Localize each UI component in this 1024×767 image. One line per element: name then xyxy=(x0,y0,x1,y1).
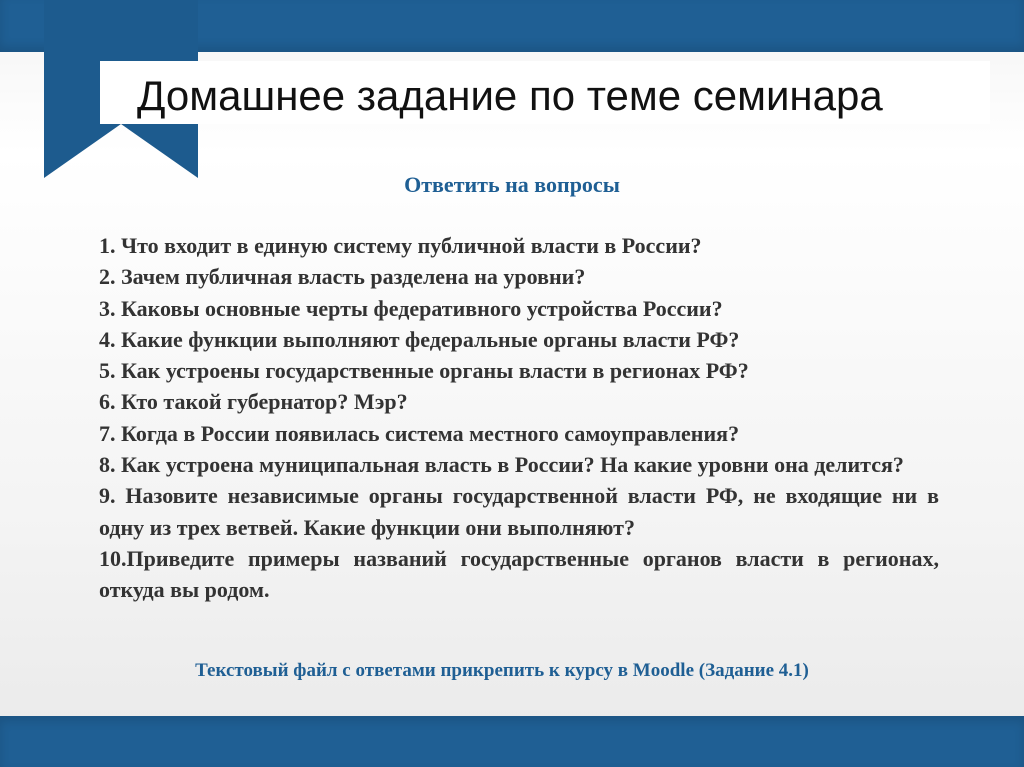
question-item: 8. Как устроена муниципальная власть в России? На какие уровни она делится? xyxy=(99,452,904,478)
slide-subtitle: Ответить на вопросы xyxy=(404,172,620,197)
question-item: 4. Какие функции выполняют федеральные органы власти РФ? xyxy=(99,326,740,352)
question-item: 6. Кто такой губернатор? Мэр? xyxy=(99,389,408,415)
question-item: 9. Назовите независимые органы государственной власти РФ, не входящие ни в одну из трех ветвей. Какие функции они выполняют? xyxy=(99,483,939,540)
question-item: 7. Когда в России появилась система местного самоуправления? xyxy=(99,420,740,446)
bottom-banner xyxy=(0,716,1024,767)
slide-title: Домашнее задание по теме семинара xyxy=(137,72,883,119)
question-item: 3. Каковы основные черты федеративного устройства России? xyxy=(99,295,723,321)
question-item: 5. Как устроены государственные органы власти в регионах РФ? xyxy=(99,358,749,384)
question-item: 1. Что входит в единую систему публичной власти в России? xyxy=(99,233,702,258)
questions-list xyxy=(99,230,939,606)
question-item: 2. Зачем публичная власть разделена на уровни? xyxy=(99,264,586,290)
question-item: 10.Приведите примеры названий государственные органов власти в регионах, откуда вы родом. xyxy=(99,545,939,603)
footer-note: Текстовый файл с ответами прикрепить к курсу в Moodle (Задание 4.1) xyxy=(195,660,809,681)
